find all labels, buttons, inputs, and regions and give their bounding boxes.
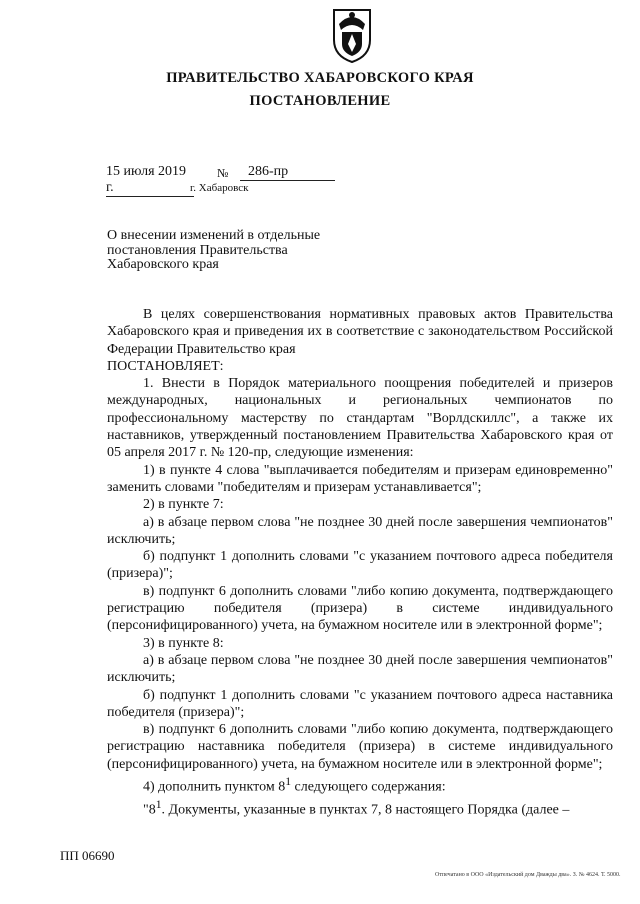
paragraph: в) подпункт 6 дополнить словами "либо копию документа, подтверждающего регистрацию наставника победителя (призера) в системе индивидуального (персонифицированного) учета, на бумажном носителе или в электронной форме";	[107, 722, 613, 772]
paragraph: ПОСТАНОВЛЯЕТ:	[107, 358, 224, 374]
government-title: ПРАВИТЕЛЬСТВО ХАБАРОВСКОГО КРАЯ	[166, 70, 474, 86]
paragraph: В целях совершенствования нормативных правовых актов Правительства Хабаровского края и приведения их в соответствие с законодательством Российской Федерации Правительство края	[107, 307, 613, 357]
document-number: 286-пр	[240, 164, 335, 181]
document-date: 15 июля 2019 г.	[106, 164, 194, 197]
paragraph: 1) в пункте 4 слова "выплачивается победителям и призерам единовременно" заменить словами "победителям и призерам устанавливается";	[107, 462, 613, 495]
paragraph: 3) в пункте 8:	[143, 635, 224, 651]
paragraph: "$8^1$. Документы, указанные в пунктах 7, 8 настоящего Порядка (далее –	[143, 797, 570, 818]
document-code: ПП 06690	[60, 848, 115, 863]
paragraph: 1. Внести в Порядок материального поощрения победителей и призеров международных, национальных и региональных чемпионатов по профессиональному мастерству по стандартам "Ворлдскиллс", а также их наставников, утвержденный постановлением Правительства Хабаровского края от 05 апреля 2017 г. № 120-пр, следующие изменения:	[107, 376, 613, 461]
paragraph: в) подпункт 6 дополнить словами "либо копию документа, подтверждающего регистрацию победителя (призера) в системе индивидуального (персонифицированного) учета, на бумажном носителе или в электронной форме";	[107, 583, 613, 634]
document-subject: О внесении изменений в отдельные постановления Правительства Хабаровского края	[107, 228, 321, 272]
paragraph: б) подпункт 1 дополнить словами "с указанием почтового адреса победителя (призера)";	[107, 549, 613, 582]
document-body	[107, 306, 613, 819]
printer-note: Отпечатано в ООО «Издательский дом Дважды два». З. № 4624. Т. 5000.	[435, 872, 621, 878]
paragraph: б) подпункт 1 дополнить словами "с указанием почтового адреса наставника победителя (призера)";	[107, 687, 613, 720]
paragraph: 4) дополнить пунктом $8^1$ следующего содержания:	[143, 775, 446, 795]
paragraph: а) в абзаце первом слова "не позднее 30 дней после завершения чемпионатов" исключить;	[107, 514, 613, 547]
paragraph: 2) в пункте 7:	[143, 497, 224, 513]
number-label: №	[217, 166, 229, 180]
coat-of-arms-icon	[330, 6, 374, 64]
document-type: ПОСТАНОВЛЕНИЕ	[249, 93, 391, 109]
document-city: г. Хабаровск	[190, 182, 249, 194]
paragraph: а) в абзаце первом слова "не позднее 30 дней после завершения чемпионатов" исключить;	[107, 652, 613, 686]
